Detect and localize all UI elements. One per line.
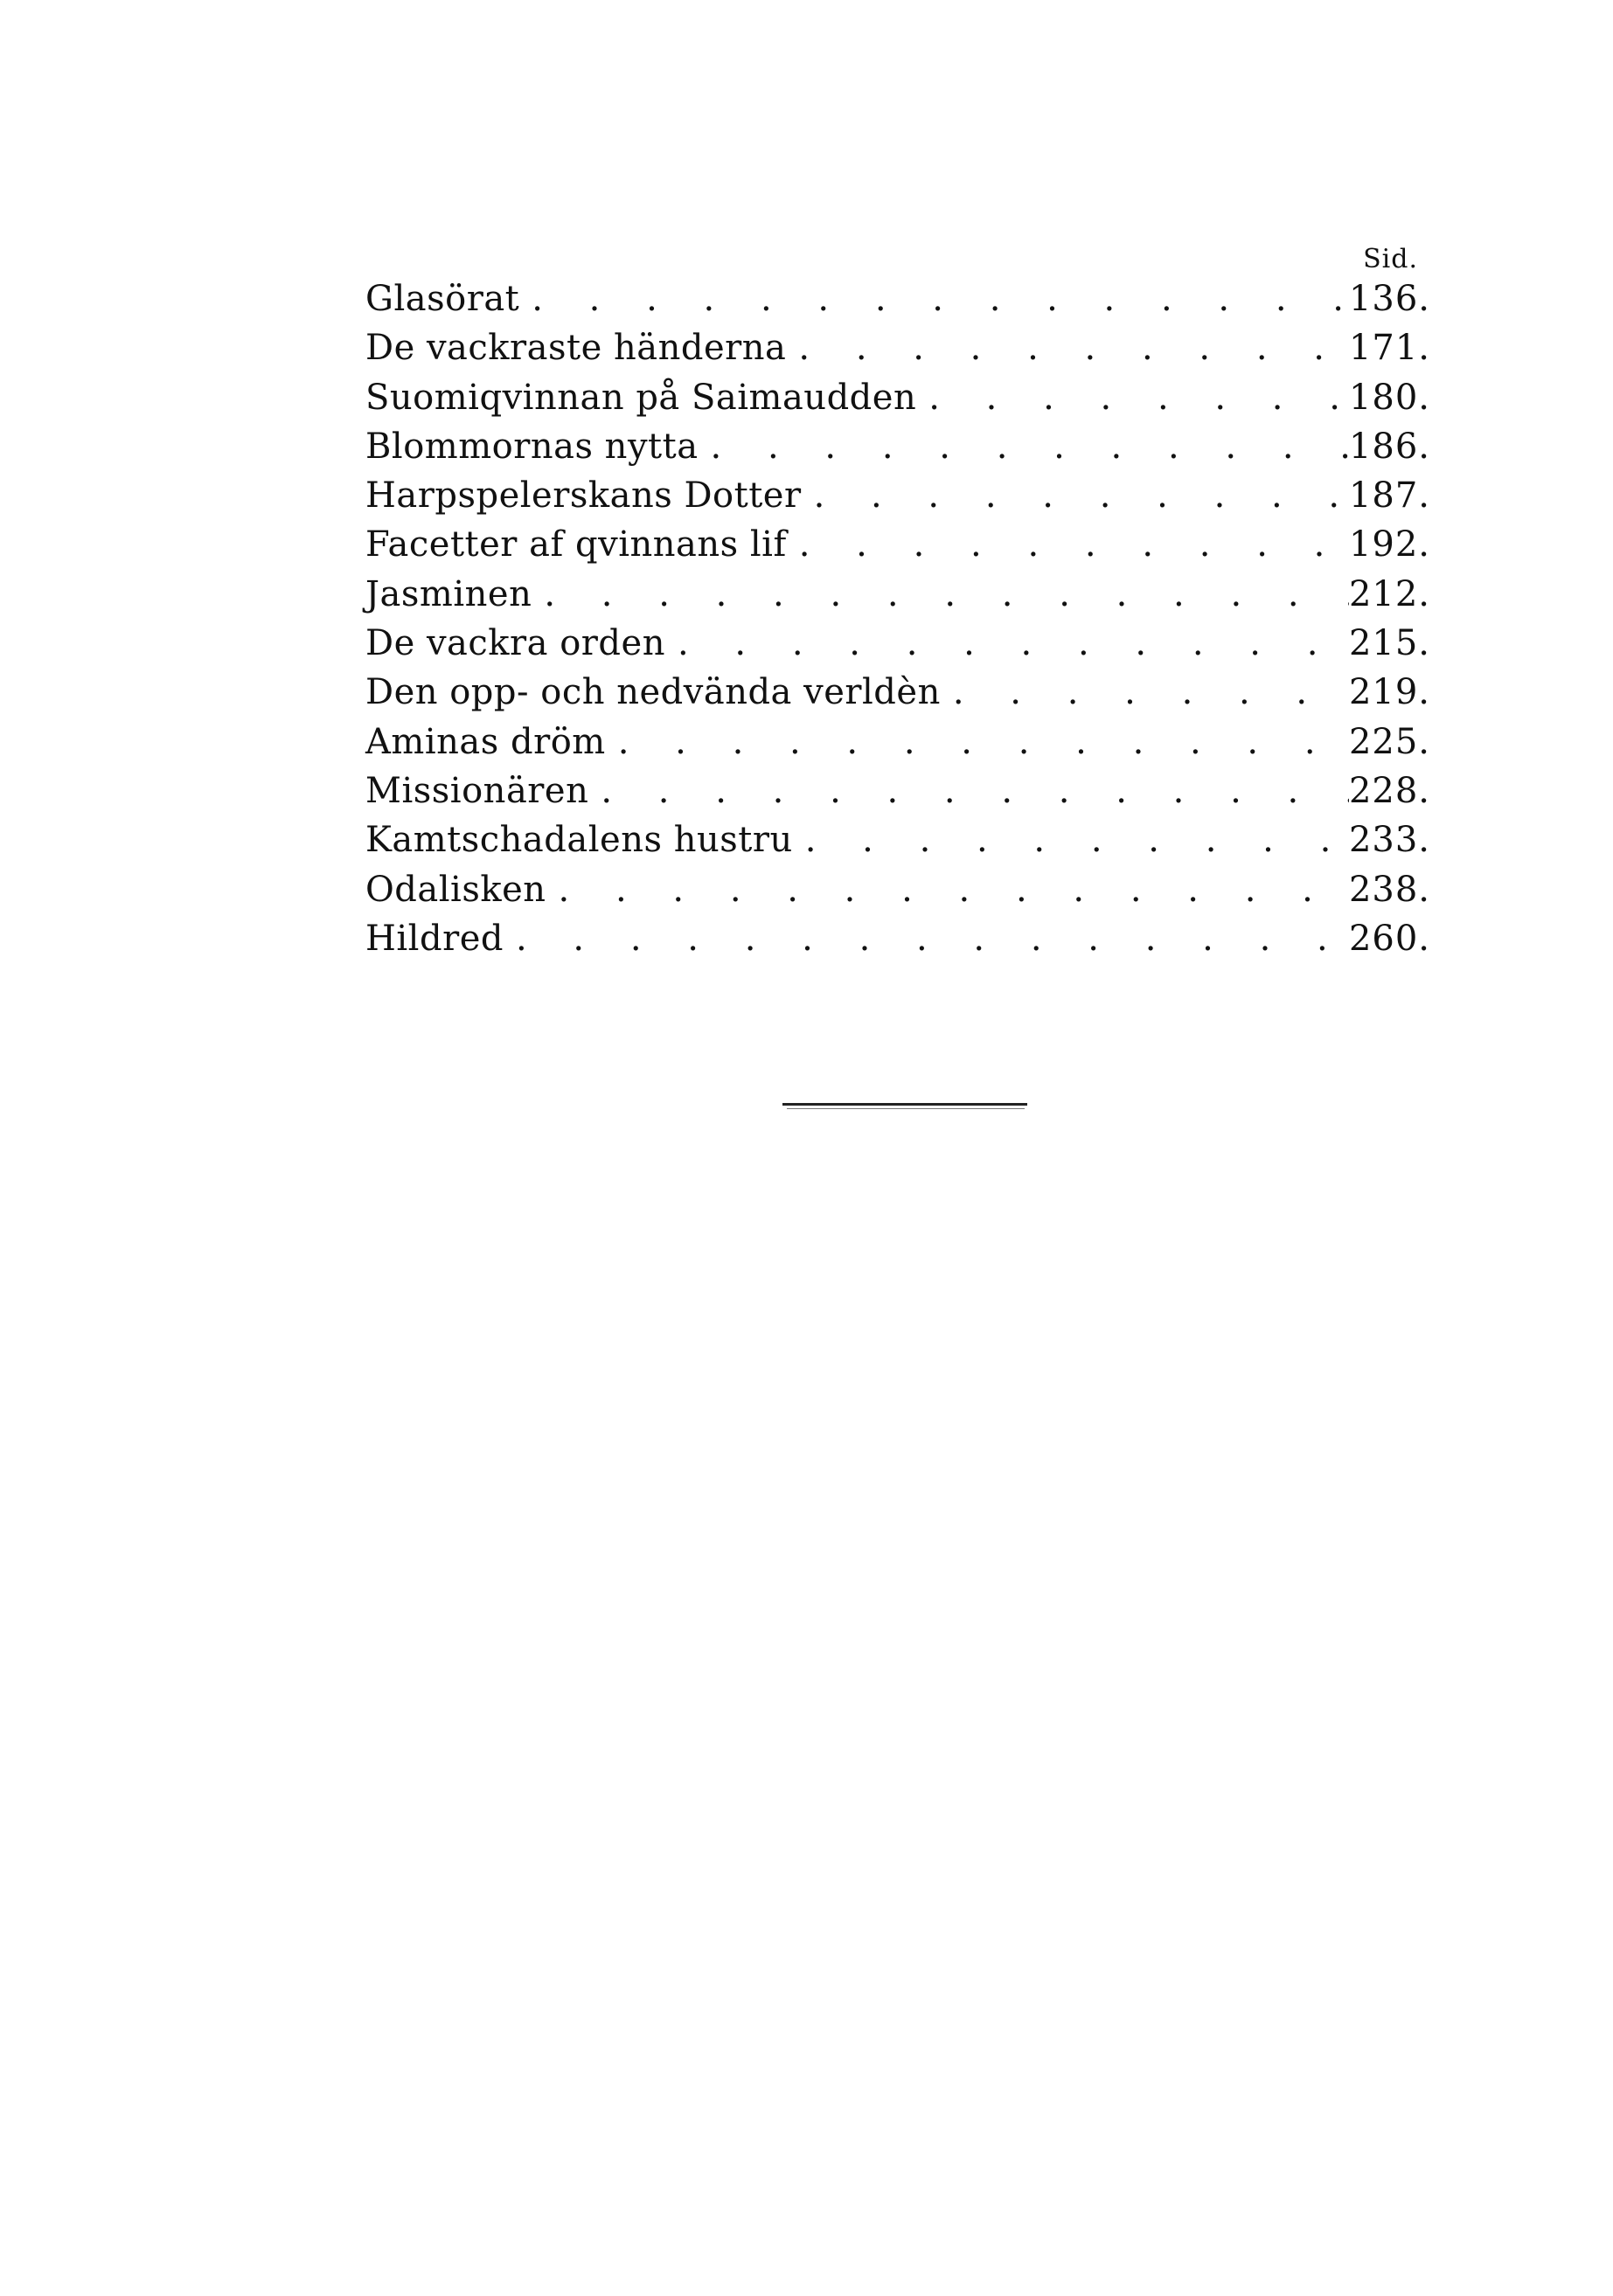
dot-leader [916, 373, 1349, 422]
dot-leader [606, 718, 1349, 766]
toc-entry-page: 238. [1348, 869, 1430, 910]
toc-entry [365, 619, 1430, 668]
dot-leader [802, 471, 1349, 520]
toc-entry-page: 260. [1348, 918, 1430, 959]
toc-entry-title: De vackra orden [365, 623, 665, 664]
dot-leader [941, 668, 1349, 717]
toc-entry-title: Missionären [365, 770, 589, 811]
toc-entry [365, 815, 1430, 864]
dot-leader [699, 422, 1349, 471]
toc-entry-title: Facetter af qvinnans lif [365, 524, 787, 565]
section-end-rule-thin [787, 1108, 1025, 1109]
toc-entry [365, 668, 1430, 717]
toc-entry-title: Aminas dröm [365, 721, 606, 762]
toc-entry-title: De vackraste händerna [365, 328, 787, 369]
toc-entry-title: Den opp- och nedvända verldèn [365, 672, 941, 713]
toc-entry-page: 192. [1348, 524, 1430, 565]
toc-entry-page: 233. [1348, 820, 1430, 861]
toc-entry-title: Glasörat [365, 279, 520, 319]
page-column-header: Sid. [1363, 244, 1418, 274]
dot-leader [786, 323, 1349, 372]
dot-leader [546, 865, 1349, 914]
toc-entry-page: 186. [1348, 426, 1430, 467]
toc-entry-title: Hildred [365, 918, 504, 959]
dot-leader [519, 274, 1349, 323]
toc-entry-title: Kamtschadalens hustru [365, 820, 793, 861]
toc-entry-page: 171. [1348, 328, 1430, 369]
toc-entry-title: Jasminen [365, 573, 532, 614]
dot-leader [504, 914, 1349, 963]
toc-entry [365, 718, 1430, 766]
section-end-rule [782, 1103, 1027, 1106]
toc-entry [365, 914, 1430, 963]
dot-leader [588, 766, 1349, 815]
dot-leader [665, 619, 1349, 668]
toc-entry [365, 373, 1430, 422]
toc-entry [365, 471, 1430, 520]
toc-entry [365, 766, 1430, 815]
toc-entry [365, 520, 1430, 569]
dot-leader [793, 815, 1349, 864]
toc-entry [365, 274, 1430, 323]
toc-entry-page: 225. [1348, 721, 1430, 762]
dot-leader [787, 520, 1349, 569]
toc-entry-page: 187. [1348, 475, 1430, 517]
toc-entry-page: 180. [1348, 377, 1430, 418]
toc-entry-page: 228. [1348, 770, 1430, 811]
toc-entry-list [365, 274, 1430, 963]
toc-entry [365, 570, 1430, 619]
toc-entry [365, 422, 1430, 471]
toc-entry-title: Suomiqvinnan på Saimaudden [365, 377, 917, 418]
table-of-contents [365, 245, 1430, 963]
toc-entry-title: Harpspelerskans Dotter [365, 475, 802, 517]
toc-entry-page: 219. [1348, 672, 1430, 713]
toc-entry-title: Odalisken [365, 869, 546, 910]
toc-entry [365, 865, 1430, 914]
toc-entry-page: 136. [1348, 279, 1430, 319]
dot-leader [532, 570, 1349, 619]
toc-entry-title: Blommornas nytta [365, 426, 699, 467]
toc-entry [365, 323, 1430, 372]
toc-entry-page: 215. [1348, 623, 1430, 664]
toc-entry-page: 212. [1348, 573, 1430, 614]
